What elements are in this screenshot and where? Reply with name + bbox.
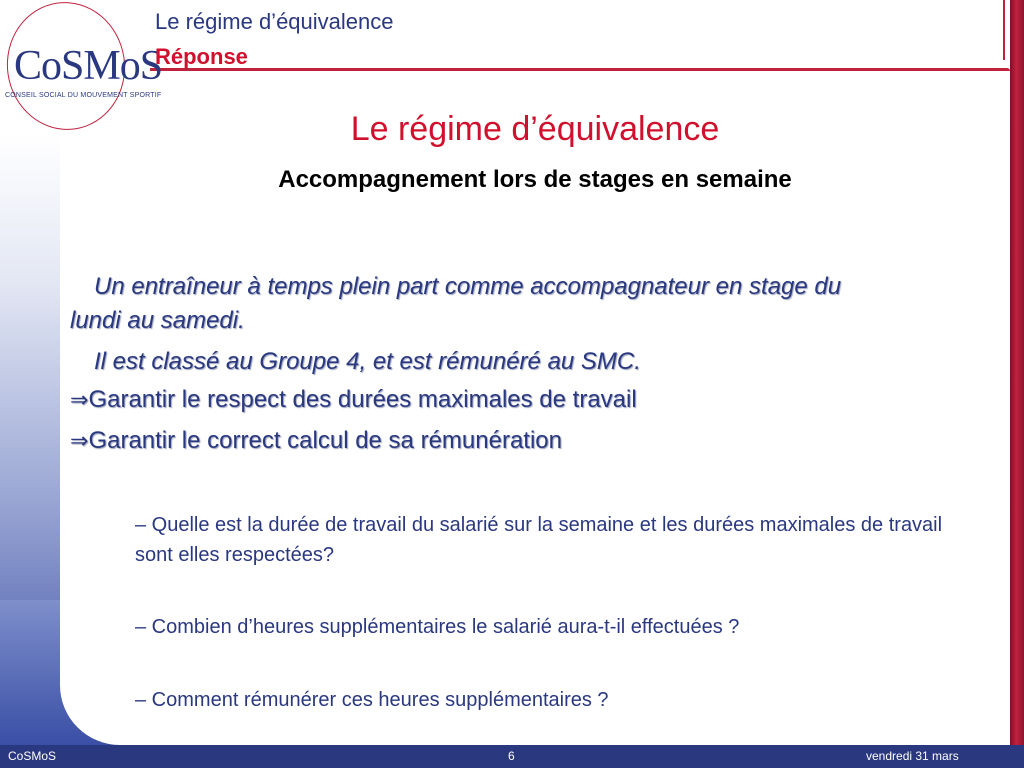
header-title: Le régime d’équivalence [155,9,394,34]
footer-bar [0,745,1024,768]
logo-tagline: CONSEIL SOCIAL DU MOUVEMENT SPORTIF [5,92,162,99]
paragraph-classification: Il est classé au Groupe 4, et est rémunéré au SMC. [94,348,641,375]
bullet-item [70,386,637,414]
bullet-text: Garantir le correct calcul de sa rémunération [88,427,562,454]
implies-arrow-icon: ⇒ [70,388,89,413]
right-accent-band [1010,0,1024,745]
bullet-item [70,427,562,455]
paragraph-coach-line1: Un entraîneur à temps plein part comme accompagnateur en stage du [94,273,842,300]
question-item: – Quelle est la durée de travail du salarié sur la semaine et les durées maximales de travail sont elles respectées? [135,514,943,566]
bullet-text: Garantir le respect des durées maximales de travail [88,386,637,413]
top-accent-line [1003,0,1005,60]
page-number: 6 [508,749,515,763]
implies-arrow-icon: ⇒ [70,429,89,454]
question-item: – Comment rémunérer ces heures supplémentaires ? [135,689,609,711]
slide-title: Le régime d’équivalence [350,110,720,148]
footer-org: CoSMoS [8,749,57,763]
content-panel [60,100,1010,745]
header-divider [150,68,1010,71]
paragraph-coach-line2: lundi au samedi. [70,307,245,334]
question-item: – Combien d’heures supplémentaires le salarié aura-t-il effectuées ? [135,616,740,638]
footer-date: vendredi 31 mars [866,749,959,763]
paragraph-coach [70,270,1000,338]
logo-wordmark: CoSMoS [14,43,163,89]
header-subtitle: Réponse [155,44,248,69]
slide-subtitle: Accompagnement lors de stages en semaine [278,166,792,193]
